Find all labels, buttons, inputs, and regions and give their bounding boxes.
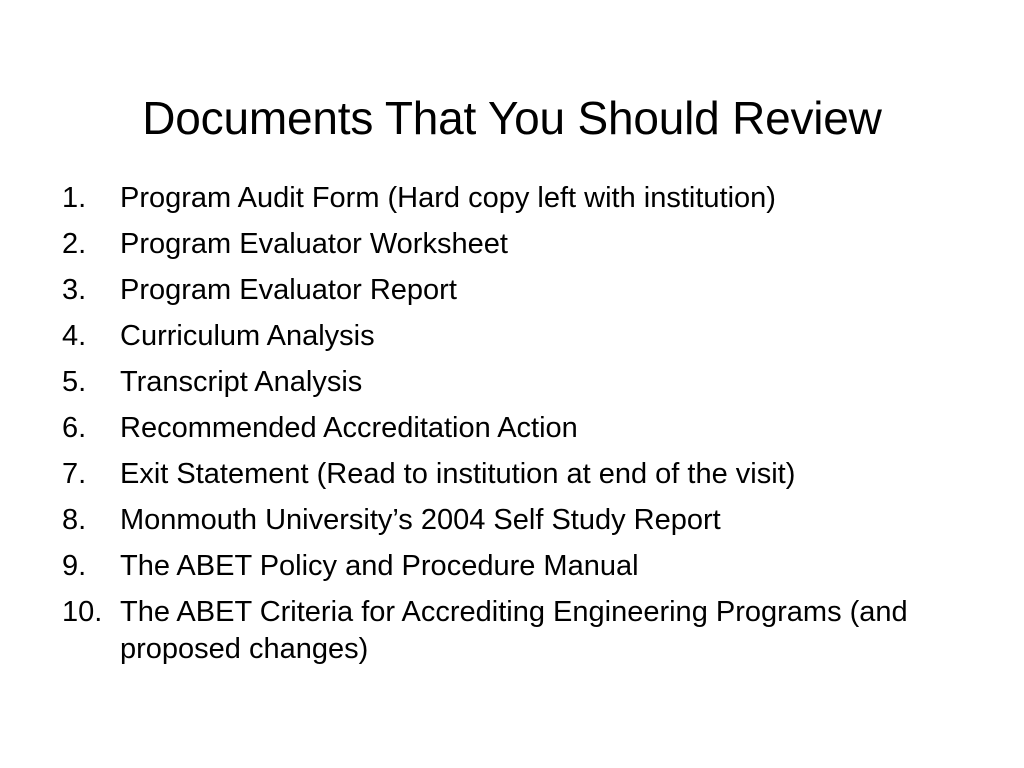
list-item-number: 10. [62, 596, 103, 628]
list-item-text: Exit Statement (Read to institution at end of the visit) [120, 458, 796, 490]
list-item-number: 2. [62, 228, 87, 260]
list-item-number: 3. [62, 274, 87, 306]
list-item-number: 6. [62, 412, 87, 444]
list-item [62, 364, 982, 401]
list-item [62, 272, 982, 309]
list-item-text: The ABET Criteria for Accrediting Engineering Programs (and proposed changes) [120, 596, 908, 665]
list-item-number: 5. [62, 366, 87, 398]
list-item-text: Recommended Accreditation Action [120, 412, 578, 444]
list-item-text: Curriculum Analysis [120, 320, 375, 352]
list-item-number: 1. [62, 182, 87, 214]
list-item [62, 318, 982, 355]
list-item [62, 502, 982, 539]
list-item-number: 4. [62, 320, 87, 352]
list-item [62, 180, 982, 217]
list-item [62, 548, 982, 585]
list-item [62, 456, 982, 493]
list-item-text: Program Audit Form (Hard copy left with institution) [120, 182, 776, 214]
list-item [62, 410, 982, 447]
list-item-text: The ABET Policy and Procedure Manual [120, 550, 639, 582]
list-item-number: 7. [62, 458, 87, 490]
list-item [62, 594, 982, 668]
list-item-text: Monmouth University’s 2004 Self Study Report [120, 504, 721, 536]
list-item [62, 226, 982, 263]
list-item-text: Program Evaluator Report [120, 274, 457, 306]
list-item-number: 9. [62, 550, 87, 582]
list-item-number: 8. [62, 504, 87, 536]
list-item-text: Program Evaluator Worksheet [120, 228, 508, 260]
slide-title: Documents That You Should Review [142, 91, 882, 144]
document-list [62, 180, 982, 677]
list-item-text: Transcript Analysis [120, 366, 363, 398]
